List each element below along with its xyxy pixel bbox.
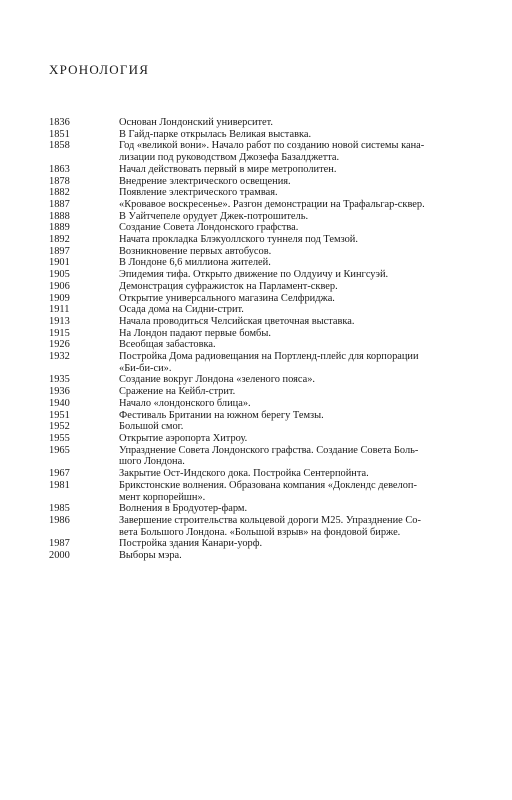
chronology-entry bbox=[49, 269, 469, 281]
entry-event bbox=[119, 187, 469, 199]
chronology-entry bbox=[49, 211, 469, 223]
entry-event-line: Закрытие Ост-Индского дока. Постройка Сентерпойнта. bbox=[119, 468, 369, 480]
chronology-entry bbox=[49, 222, 469, 234]
entry-event bbox=[119, 140, 469, 163]
entry-event-line: Возникновение первых автобусов. bbox=[119, 245, 272, 257]
chronology-entry bbox=[49, 433, 469, 445]
chronology-entry bbox=[49, 468, 469, 480]
chronology-entry bbox=[49, 129, 469, 141]
entry-event-line: Появление электрического трамвая. bbox=[119, 187, 278, 199]
entry-event bbox=[119, 328, 469, 340]
entry-event-line: Постройка здания Канари-уорф. bbox=[119, 538, 263, 550]
entry-event bbox=[119, 433, 469, 445]
entry-year: 1932 bbox=[49, 351, 70, 363]
chronology-entry bbox=[49, 480, 469, 503]
entry-year: 1951 bbox=[49, 409, 70, 421]
entry-event bbox=[119, 269, 469, 281]
entry-event bbox=[119, 246, 469, 258]
entry-event-line: Выборы мэра. bbox=[119, 550, 182, 562]
entry-event bbox=[119, 515, 469, 538]
entry-event-line: Начал действовать первый в мире метрополитен. bbox=[119, 163, 337, 175]
entry-event-line: Начала проводиться Челсийская цветочная выставка. bbox=[119, 315, 355, 327]
entry-year: 1887 bbox=[49, 198, 70, 210]
entry-event-line: Осада дома на Сидни-стрит. bbox=[119, 304, 244, 316]
entry-year: 1936 bbox=[49, 386, 70, 398]
entry-year: 1987 bbox=[49, 538, 70, 550]
entry-event-line: Постройка Дома радиовещания на Портленд-плейс для корпорации bbox=[119, 351, 419, 363]
entry-year: 2000 bbox=[49, 550, 70, 562]
entry-event bbox=[119, 386, 469, 398]
entry-year: 1965 bbox=[49, 444, 70, 456]
chronology-entry bbox=[49, 328, 469, 340]
entry-event-line: Сражение на Кейбл-стрит. bbox=[119, 386, 236, 398]
entry-event bbox=[119, 257, 469, 269]
entry-event-line: В Лондоне 6,6 миллиона жителей. bbox=[119, 257, 271, 269]
entry-event bbox=[119, 374, 469, 386]
entry-event bbox=[119, 176, 469, 188]
entry-year: 1911 bbox=[49, 304, 70, 316]
entry-event bbox=[119, 222, 469, 234]
chronology-entry bbox=[49, 199, 469, 211]
entry-year: 1981 bbox=[49, 479, 70, 491]
entry-year: 1967 bbox=[49, 468, 70, 480]
entry-year: 1863 bbox=[49, 163, 70, 175]
chronology-entry bbox=[49, 246, 469, 258]
entry-event bbox=[119, 293, 469, 305]
entry-event bbox=[119, 398, 469, 410]
chronology-entry bbox=[49, 281, 469, 293]
entry-event-line: Завершение строительства кольцевой дороги M25. Упразднение Со- bbox=[119, 514, 421, 526]
chronology-entry bbox=[49, 293, 469, 305]
chronology-entry bbox=[49, 503, 469, 515]
entry-event bbox=[119, 468, 469, 480]
entry-year: 1906 bbox=[49, 280, 70, 292]
entry-event-line: лизации под руководством Джозефа Базалджетта. bbox=[119, 152, 340, 164]
entry-event bbox=[119, 339, 469, 351]
entry-year: 1955 bbox=[49, 432, 70, 444]
entry-event-line: На Лондон падают первые бомбы. bbox=[119, 327, 271, 339]
entry-year: 1858 bbox=[49, 140, 70, 152]
entry-event-line: «Кровавое воскресенье». Разгон демонстрации на Трафальгар-сквер. bbox=[119, 198, 425, 210]
chronology-entry bbox=[49, 176, 469, 188]
entry-event-line: Большой смог. bbox=[119, 421, 184, 433]
chronology-entry bbox=[49, 386, 469, 398]
chronology-entry bbox=[49, 445, 469, 468]
entry-year: 1940 bbox=[49, 397, 70, 409]
entry-event bbox=[119, 117, 469, 129]
entry-event-line: Открытие аэропорта Хитроу. bbox=[119, 432, 248, 444]
entry-event-line: Всеобщая забастовка. bbox=[119, 339, 216, 351]
entry-event-line: Создание вокруг Лондона «зеленого пояса». bbox=[119, 374, 316, 386]
chronology-entry bbox=[49, 257, 469, 269]
entry-event bbox=[119, 316, 469, 328]
entry-year: 1935 bbox=[49, 374, 70, 386]
entry-year: 1915 bbox=[49, 327, 70, 339]
chronology-entry bbox=[49, 538, 469, 550]
chronology-entry bbox=[49, 515, 469, 538]
entry-year: 1888 bbox=[49, 210, 70, 222]
entry-event-line: «Би-би-си». bbox=[119, 362, 172, 374]
entry-event-line: В Гайд-парке открылась Великая выставка. bbox=[119, 128, 312, 140]
entry-event-line: Фестиваль Британии на южном берегу Темзы. bbox=[119, 409, 324, 421]
entry-event-line: Начата прокладка Блэкуоллского туннеля под Темзой. bbox=[119, 234, 358, 246]
chronology-entry bbox=[49, 398, 469, 410]
entry-event-line: Волнения в Бродуотер-фарм. bbox=[119, 503, 248, 515]
chronology-list bbox=[49, 117, 469, 562]
entry-event-line: Внедрение электрического освещения. bbox=[119, 175, 291, 187]
chronology-entry bbox=[49, 187, 469, 199]
entry-year: 1889 bbox=[49, 222, 70, 234]
entry-event-line: В Уайтчепеле орудует Джек-потрошитель. bbox=[119, 210, 309, 222]
entry-year: 1985 bbox=[49, 503, 70, 515]
chronology-entry bbox=[49, 339, 469, 351]
entry-event-line: Открытие универсального магазина Селфриджа. bbox=[119, 292, 335, 304]
entry-event bbox=[119, 281, 469, 293]
entry-event bbox=[119, 421, 469, 433]
chronology-entry bbox=[49, 351, 469, 374]
entry-event-line: Брикстонские волнения. Образована компания «Доклендс девелоп- bbox=[119, 479, 417, 491]
entry-event bbox=[119, 199, 469, 211]
entry-year: 1905 bbox=[49, 269, 70, 281]
entry-year: 1909 bbox=[49, 292, 70, 304]
entry-year: 1882 bbox=[49, 187, 70, 199]
entry-event-line: Начало «лондонского блица». bbox=[119, 397, 251, 409]
entry-event bbox=[119, 550, 469, 562]
chronology-entry bbox=[49, 164, 469, 176]
entry-year: 1952 bbox=[49, 421, 70, 433]
entry-event bbox=[119, 234, 469, 246]
entry-event-line: Демонстрация суфражисток на Парламент-сквер. bbox=[119, 280, 338, 292]
entry-event bbox=[119, 164, 469, 176]
entry-event-line: Год «великой вони». Начало работ по созданию новой системы кана- bbox=[119, 140, 425, 152]
chronology-entry bbox=[49, 117, 469, 129]
entry-event bbox=[119, 503, 469, 515]
chronology-entry bbox=[49, 374, 469, 386]
chronology-entry bbox=[49, 234, 469, 246]
entry-year: 1926 bbox=[49, 339, 70, 351]
entry-event bbox=[119, 351, 469, 374]
entry-year: 1892 bbox=[49, 234, 70, 246]
entry-event bbox=[119, 538, 469, 550]
entry-event bbox=[119, 129, 469, 141]
entry-year: 1897 bbox=[49, 245, 70, 257]
entry-year: 1913 bbox=[49, 315, 70, 327]
chronology-entry bbox=[49, 410, 469, 422]
entry-event-line: Основан Лондонский университет. bbox=[119, 117, 274, 128]
entry-event bbox=[119, 445, 469, 468]
entry-year: 1851 bbox=[49, 128, 70, 140]
entry-year: 1836 bbox=[49, 117, 70, 128]
entry-event-line: мент корпорейшн». bbox=[119, 491, 206, 503]
entry-event-line: шого Лондона. bbox=[119, 456, 185, 468]
entry-year: 1878 bbox=[49, 175, 70, 187]
entry-event-line: Эпидемия тифа. Открыто движение по Олдуичу и Кингсуэй. bbox=[119, 269, 389, 281]
chronology-entry bbox=[49, 304, 469, 316]
chronology-entry bbox=[49, 316, 469, 328]
entry-year: 1901 bbox=[49, 257, 70, 269]
entry-year: 1986 bbox=[49, 514, 70, 526]
entry-event-line: Создание Совета Лондонского графства. bbox=[119, 222, 299, 234]
chronology-entry bbox=[49, 421, 469, 433]
entry-event bbox=[119, 211, 469, 223]
entry-event-line: вета Большого Лондона. «Большой взрыв» на фондовой бирже. bbox=[119, 526, 401, 538]
chronology-entry bbox=[49, 140, 469, 163]
entry-event-line: Упразднение Совета Лондонского графства. Создание Совета Боль- bbox=[119, 444, 419, 456]
entry-event bbox=[119, 410, 469, 422]
entry-event bbox=[119, 304, 469, 316]
chronology-entry bbox=[49, 550, 469, 562]
entry-event bbox=[119, 480, 469, 503]
page-title: ХРОНОЛОГИЯ bbox=[49, 62, 150, 77]
